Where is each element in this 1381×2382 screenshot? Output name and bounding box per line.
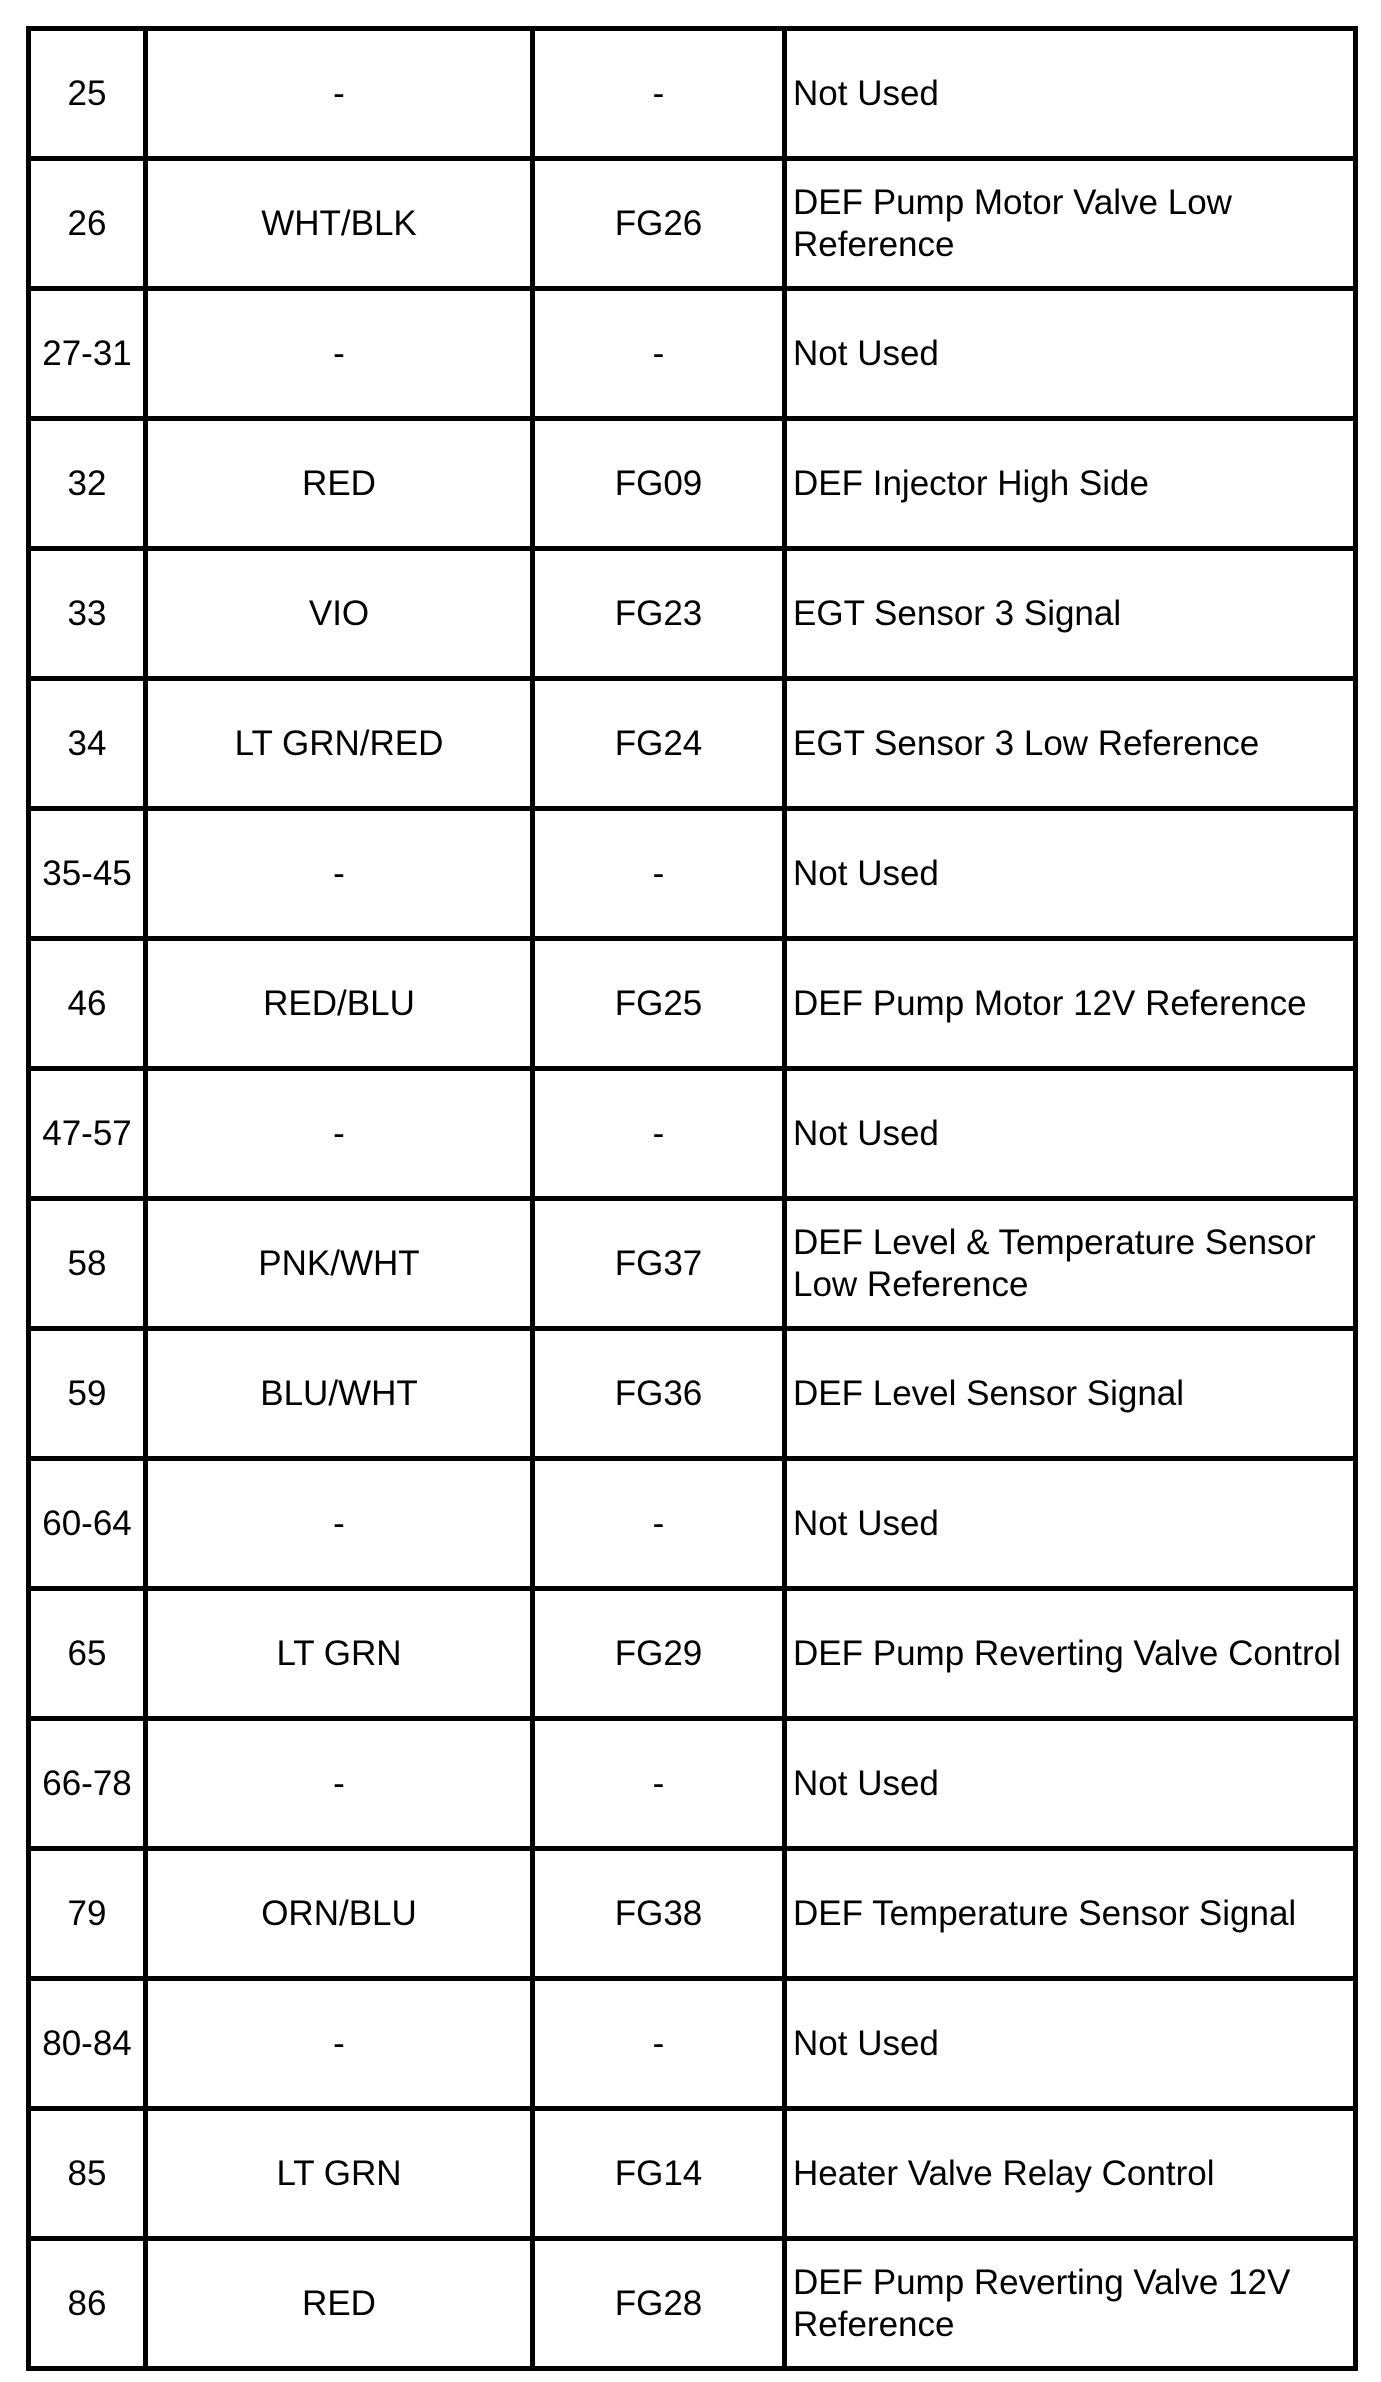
- table-row: [29, 289, 1356, 419]
- table-row: [29, 159, 1356, 289]
- circuit-number-cell: FG14: [533, 2109, 785, 2239]
- table-row: [29, 1849, 1356, 1979]
- function-cell: DEF Injector High Side: [785, 419, 1356, 549]
- function-cell: DEF Temperature Sensor Signal: [785, 1849, 1356, 1979]
- table-row: [29, 1459, 1356, 1589]
- wire-color-cell: -: [146, 1979, 533, 2109]
- table-row: [29, 1329, 1356, 1459]
- pin-number-cell: 66-78: [29, 1719, 146, 1849]
- pin-number-cell: 27-31: [29, 289, 146, 419]
- wire-color-cell: RED: [146, 2239, 533, 2369]
- pin-number-cell: 59: [29, 1329, 146, 1459]
- wire-color-cell: -: [146, 1459, 533, 1589]
- table-row: [29, 1199, 1356, 1329]
- wire-color-cell: ORN/BLU: [146, 1849, 533, 1979]
- wire-color-cell: WHT/BLK: [146, 159, 533, 289]
- wire-color-cell: -: [146, 29, 533, 159]
- pin-number-cell: 46: [29, 939, 146, 1069]
- wire-color-cell: LT GRN: [146, 2109, 533, 2239]
- function-cell: DEF Level & Temperature Sensor Low Reference: [785, 1199, 1356, 1329]
- table-row: [29, 1589, 1356, 1719]
- circuit-number-cell: FG25: [533, 939, 785, 1069]
- pin-number-cell: 47-57: [29, 1069, 146, 1199]
- table-row: [29, 1069, 1356, 1199]
- wire-color-cell: -: [146, 1069, 533, 1199]
- circuit-number-cell: FG38: [533, 1849, 785, 1979]
- wire-color-cell: -: [146, 1719, 533, 1849]
- function-cell: Not Used: [785, 1719, 1356, 1849]
- circuit-number-cell: -: [533, 29, 785, 159]
- circuit-number-cell: -: [533, 809, 785, 939]
- function-cell: DEF Pump Motor Valve Low Reference: [785, 159, 1356, 289]
- circuit-number-cell: -: [533, 289, 785, 419]
- function-cell: DEF Level Sensor Signal: [785, 1329, 1356, 1459]
- table-row: [29, 2109, 1356, 2239]
- circuit-number-cell: FG24: [533, 679, 785, 809]
- circuit-number-cell: -: [533, 1459, 785, 1589]
- table-row: [29, 549, 1356, 679]
- table-row: [29, 809, 1356, 939]
- function-cell: Not Used: [785, 29, 1356, 159]
- pin-number-cell: 33: [29, 549, 146, 679]
- pin-number-cell: 32: [29, 419, 146, 549]
- pin-number-cell: 25: [29, 29, 146, 159]
- table-row: [29, 29, 1356, 159]
- table-row: [29, 1979, 1356, 2109]
- wire-color-cell: BLU/WHT: [146, 1329, 533, 1459]
- circuit-number-cell: FG09: [533, 419, 785, 549]
- wire-color-cell: -: [146, 809, 533, 939]
- wire-color-cell: VIO: [146, 549, 533, 679]
- wire-color-cell: PNK/WHT: [146, 1199, 533, 1329]
- circuit-number-cell: FG36: [533, 1329, 785, 1459]
- wire-color-cell: LT GRN/RED: [146, 679, 533, 809]
- pin-number-cell: 60-64: [29, 1459, 146, 1589]
- table-row: [29, 679, 1356, 809]
- function-cell: EGT Sensor 3 Signal: [785, 549, 1356, 679]
- function-cell: DEF Pump Reverting Valve 12V Reference: [785, 2239, 1356, 2369]
- pin-number-cell: 80-84: [29, 1979, 146, 2109]
- function-cell: Not Used: [785, 1459, 1356, 1589]
- table-row: [29, 939, 1356, 1069]
- pin-number-cell: 26: [29, 159, 146, 289]
- pin-number-cell: 79: [29, 1849, 146, 1979]
- wire-color-cell: RED/BLU: [146, 939, 533, 1069]
- circuit-number-cell: FG37: [533, 1199, 785, 1329]
- pin-number-cell: 65: [29, 1589, 146, 1719]
- pin-number-cell: 58: [29, 1199, 146, 1329]
- function-cell: EGT Sensor 3 Low Reference: [785, 679, 1356, 809]
- wire-color-cell: RED: [146, 419, 533, 549]
- function-cell: DEF Pump Reverting Valve Control: [785, 1589, 1356, 1719]
- pin-number-cell: 34: [29, 679, 146, 809]
- wire-color-cell: LT GRN: [146, 1589, 533, 1719]
- wire-color-cell: -: [146, 289, 533, 419]
- circuit-number-cell: -: [533, 1979, 785, 2109]
- circuit-number-cell: FG23: [533, 549, 785, 679]
- table-row: [29, 2239, 1356, 2369]
- function-cell: Heater Valve Relay Control: [785, 2109, 1356, 2239]
- connector-pinout-table: [26, 26, 1358, 2371]
- pinout-table-body: [29, 29, 1356, 2369]
- function-cell: DEF Pump Motor 12V Reference: [785, 939, 1356, 1069]
- circuit-number-cell: FG29: [533, 1589, 785, 1719]
- function-cell: Not Used: [785, 289, 1356, 419]
- circuit-number-cell: -: [533, 1069, 785, 1199]
- pin-number-cell: 86: [29, 2239, 146, 2369]
- function-cell: Not Used: [785, 1069, 1356, 1199]
- circuit-number-cell: -: [533, 1719, 785, 1849]
- circuit-number-cell: FG26: [533, 159, 785, 289]
- table-row: [29, 1719, 1356, 1849]
- function-cell: Not Used: [785, 809, 1356, 939]
- function-cell: Not Used: [785, 1979, 1356, 2109]
- pin-number-cell: 35-45: [29, 809, 146, 939]
- pin-number-cell: 85: [29, 2109, 146, 2239]
- table-row: [29, 419, 1356, 549]
- circuit-number-cell: FG28: [533, 2239, 785, 2369]
